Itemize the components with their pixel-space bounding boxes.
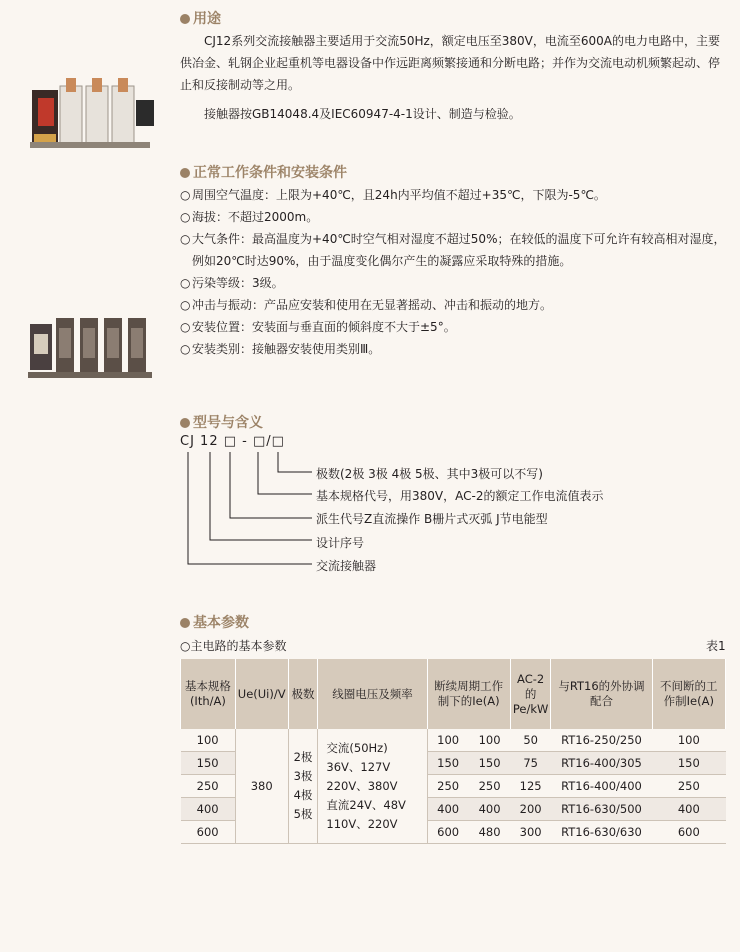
params-title: 基本参数	[180, 612, 249, 632]
col-coil: 线圈电压及频率	[318, 659, 427, 729]
conditions-list	[180, 184, 728, 360]
condition-item: ○ 冲击与振动：产品应安装和使用在无显著摇动、冲击和振动的地方。	[180, 298, 553, 312]
condition-item: ○ 海拔：不超过2000m。	[180, 210, 319, 224]
conditions-title: 正常工作条件和安装条件	[180, 162, 347, 182]
col-ie: 断续周期工作制下的Ie(A)	[427, 659, 510, 729]
col-pe: AC-2的Pe/kW	[510, 659, 551, 729]
condition-item: ○ 大气条件：最高温度为+40℃时空气相对湿度不超过50%；在较低的温度下可允许有较高相对湿度，例如20℃时达90%，由于温度变化偶尔产生的凝露应采取特殊的措施。	[180, 232, 726, 268]
model-meaning-derivative: 派生代号Z直流操作 B栅片式灭弧 J节电能型	[316, 512, 548, 526]
bullet-dot-icon	[180, 168, 190, 178]
model-code: CJ 12 □ - □/□	[180, 434, 285, 449]
bullet-dot-icon	[180, 14, 190, 24]
model-title: 型号与含义	[180, 412, 263, 432]
model-leader-lines	[180, 450, 320, 570]
poles-value: 2极 3极 4极 5极	[288, 729, 318, 844]
condition-item: ○ 安装类别：接触器安装使用类别Ⅲ。	[180, 342, 381, 356]
condition-item: ○ 安装位置：安装面与垂直面的倾斜度不大于±5°。	[180, 320, 456, 334]
bullet-dot-icon	[180, 418, 190, 428]
condition-item: ○ 周围空气温度：上限为+40℃，且24h内平均值不超过+35℃，下限为-5℃。	[180, 188, 606, 202]
condition-item: ○ 污染等级：3级。	[180, 276, 284, 290]
table-row: 600 600 480 300 RT16-630/630 600	[181, 821, 726, 844]
col-rt16: 与RT16的外协调配合	[551, 659, 652, 729]
ue-value: 380	[235, 729, 288, 844]
col-cont: 不间断的工作制Ie(A)	[652, 659, 725, 729]
model-meaning-type: 交流接触器	[316, 559, 377, 573]
usage-paragraph: CJ12系列交流接触器主要适用于交流50Hz，额定电压至380V，电流至600A的电力电路中，主要供冶金、轧钢企业起重机等电器设备中作远距离频繁接通和分断电路；并作为交流电动机频繁起动、停止和反接制动等之用。	[180, 34, 721, 92]
model-meaning-spec: 基本规格代号，用380V，AC-2的额定工作电流值表示	[316, 489, 604, 503]
usage-title: 用途	[180, 8, 221, 28]
usage-standards: 接触器按GB14048.4及IEC60947-4-1设计、制造与检验。	[204, 107, 521, 121]
col-poles: 极数	[288, 659, 318, 729]
col-spec: 基本规格(Ith/A)	[181, 659, 236, 729]
contactor-photo-1	[26, 76, 158, 154]
coil-value: 交流(50Hz) 36V、127V 220V、380V 直流24V、48V 110V、220V	[318, 729, 427, 844]
table-row: 250 250 250 125 RT16-400/400 250	[181, 775, 726, 798]
table-header-row	[181, 659, 726, 729]
table-number: 表1	[706, 639, 726, 653]
bullet-dot-icon	[180, 618, 190, 628]
params-table	[180, 659, 726, 844]
table-row: 100 380 2极 3极 4极 5极 交流(50Hz) 36V、127V 220V、380V 直流24V、48V 110V、220V 100 100 50 RT16-250/250 100	[181, 729, 726, 752]
model-meaning-design: 设计序号	[316, 536, 365, 550]
table-subtitle: ○主电路的基本参数	[180, 639, 287, 653]
model-meaning-poles: 极数(2极 3极 4极 5极、其中3极可以不写)	[316, 467, 543, 481]
table-row: 400 400 400 200 RT16-630/500 400	[181, 798, 726, 821]
col-ue: Ue(Ui)/V	[235, 659, 288, 729]
contactor-photo-2	[26, 314, 158, 382]
table-row: 150 150 150 75 RT16-400/305 150	[181, 752, 726, 775]
